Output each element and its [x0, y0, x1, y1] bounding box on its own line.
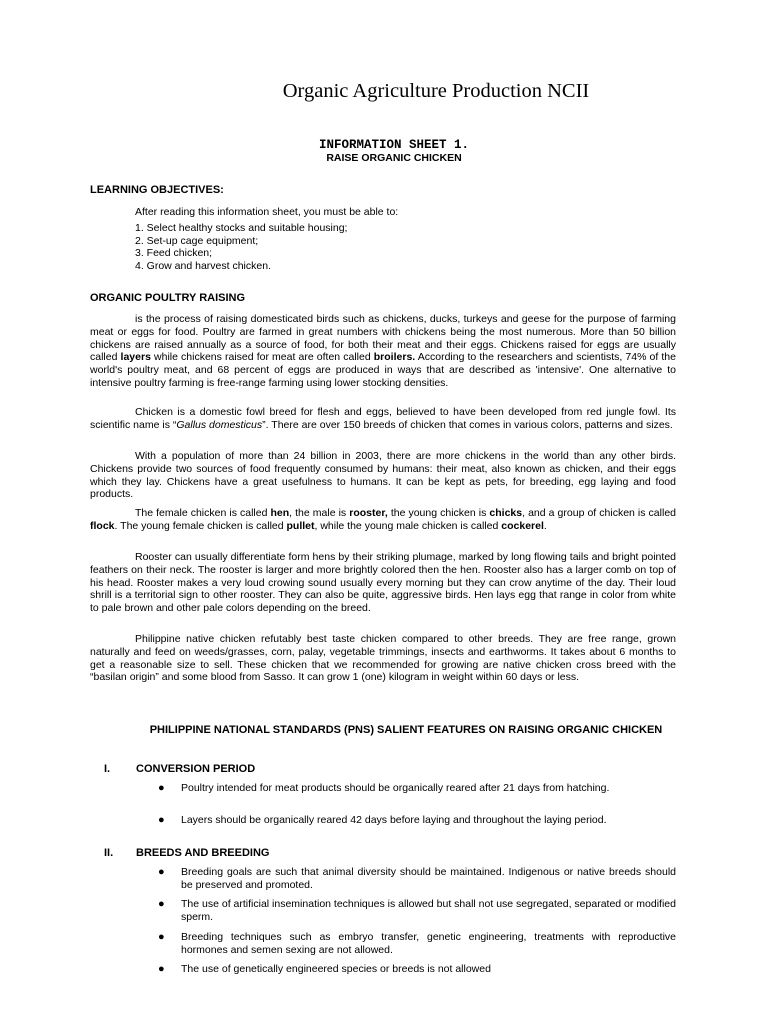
- paragraph-native-chicken: Philippine native chicken refutably best taste chicken compared to other breeds. They are free range, grown naturally and feed on weeds/grasses, corn, palay, vegetable trimmings, insects and earthworms. It takes about 6 months to get a reasonable size to sell. These chicken that we recommended for growing are native chicken cross breed with the “basilan origin” and some blood from Sasso. It can grow 1 (one) kilogram in weight within 60 days or less.: [90, 633, 676, 684]
- list-item: 1. Select healthy stocks and suitable housing;: [135, 222, 348, 234]
- information-sheet-subtitle: RAISE ORGANIC CHICKEN: [326, 152, 462, 164]
- paragraph-chicken-population: With a population of more than 24 billion in 2003, there are more chickens in the world than any other birds. Chickens provide two sources of food frequently consumed by humans: their meat, also known as chicken, and their eggs which they lay. Chickens have a great usefulness to humans. It can be kept as pets, for breeding, egg laying and food products.: [90, 450, 676, 501]
- paragraph-rooster: Rooster can usually differentiate form hens by their striking plumage, marked by long flowing tails and bright pointed feathers on their neck. The rooster is larger and more brightly colored then the hen. Rooster also has a larger comb on top of his head. Rooster makes a very loud crowing sound usually every morning but they can crow anytime of the day. Their loud shrill is a territorial sign to other rooster. They can also be quite, aggressive birds. Hen lays egg that range in color from white to pale brown and other pale colors depending on the breed.: [90, 551, 676, 615]
- section-numeral: II.: [104, 847, 114, 859]
- paragraph-chicken-description: Chicken is a domestic fowl breed for flesh and eggs, believed to have been developed from red jungle fowl. Its scientific name is “Gallus domesticus”. There are over 150 breeds of chicken that comes in various colors, patterns and sizes.: [90, 406, 676, 431]
- bullet-icon: ●: [158, 898, 165, 910]
- objectives-list: [135, 222, 347, 272]
- objectives-intro: After reading this information sheet, you must be able to:: [135, 206, 399, 218]
- breeds-and-breeding-heading: BREEDS AND BREEDING: [136, 847, 270, 859]
- bullet-icon: ●: [158, 782, 165, 794]
- list-item: 2. Set-up cage equipment;: [135, 234, 259, 247]
- bullet-icon: ●: [158, 931, 165, 943]
- paragraph-poultry-definition: is the process of raising domesticated birds such as chickens, ducks, turkeys and geese for the purpose of farming meat or eggs for food. Poultry are farmed in great numbers with chickens being the most numerous. More than 50 billion chickens are raised annually as a source of food, for both their meat and their eggs. Chickens raised for eggs are usually called layers while chickens raised for meat are often called broilers. According to the researchers and scientists, 74% of the world's poultry meat, and 68 percent of eggs are produced in ways that are described as 'intensive'. One alternative to intensive poultry farming is free-range farming using lower stocking densities.: [90, 313, 676, 389]
- bullet-icon: ●: [158, 963, 165, 975]
- learning-objectives-heading: LEARNING OBJECTIVES:: [90, 184, 224, 196]
- list-item: The use of artificial insemination techniques is allowed but shall not use segregated, separated or modified sperm.: [181, 898, 676, 923]
- list-item: The use of genetically engineered species or breeds is not allowed: [181, 963, 491, 975]
- list-item: Breeding techniques such as embryo transfer, genetic engineering, treatments with reproductive hormones and semen sexing are not allowed.: [181, 931, 676, 956]
- list-item: 3. Feed chicken;: [135, 247, 213, 259]
- conversion-period-heading: CONVERSION PERIOD: [136, 763, 256, 775]
- list-item: Breeding goals are such that animal diversity should be maintained. Indigenous or native breeds should be preserved and promoted.: [181, 866, 676, 891]
- list-item: Layers should be organically reared 42 days before laying and throughout the laying period.: [181, 814, 607, 826]
- list-item: 4. Grow and harvest chicken.: [135, 259, 271, 272]
- organic-poultry-heading: ORGANIC POULTRY RAISING: [90, 292, 246, 304]
- bullet-icon: ●: [158, 814, 165, 826]
- list-item: Poultry intended for meat products should be organically reared after 21 days from hatching.: [181, 782, 610, 794]
- section-numeral: I.: [104, 763, 111, 775]
- document-title: Organic Agriculture Production NCII: [282, 80, 590, 102]
- bullet-icon: ●: [158, 866, 165, 878]
- paragraph-chicken-terms: The female chicken is called hen, the male is rooster, the young chicken is chicks, and a group of chicken is called flock. The young female chicken is called pullet, while the young male chicken is called cockerel.: [90, 507, 676, 532]
- pns-heading: PHILIPPINE NATIONAL STANDARDS (PNS) SALIENT FEATURES ON RAISING ORGANIC CHICKEN: [149, 724, 663, 736]
- information-sheet-title: INFORMATION SHEET 1.: [318, 138, 470, 152]
